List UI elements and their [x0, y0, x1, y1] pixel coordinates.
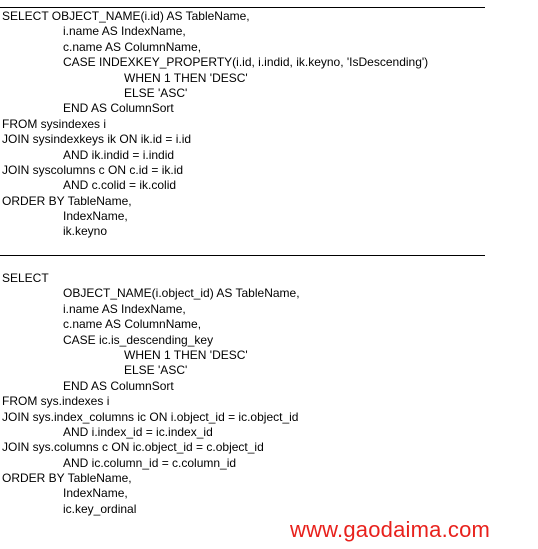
code-line: WHEN 1 THEN 'DESC'	[124, 347, 248, 362]
code-line: ik.keyno	[63, 224, 108, 239]
code-line: ic.key_ordinal	[63, 501, 137, 516]
code-line: AND ic.column_id = c.column_id	[63, 455, 237, 470]
sql-query-old-catalog	[2, 9, 428, 240]
code-line: END AS ColumnSort	[63, 101, 174, 116]
top-divider	[0, 7, 485, 8]
code-line: FROM sysindexes i	[2, 116, 107, 131]
code-line: c.name AS ColumnName,	[63, 317, 202, 332]
code-line: SELECT	[2, 271, 49, 285]
code-line: AND c.colid = ik.colid	[63, 178, 177, 193]
code-line: OBJECT_NAME(i.object_id) AS TableName,	[63, 286, 300, 301]
sql-query-new-catalog	[2, 271, 300, 517]
code-line: WHEN 1 THEN 'DESC'	[124, 70, 248, 85]
code-line: SELECT OBJECT_NAME(i.id) AS TableName,	[2, 9, 250, 23]
code-line: ORDER BY TableName,	[2, 471, 132, 486]
code-line: FROM sys.indexes i	[2, 394, 110, 409]
site-watermark: www.gaodaima.com	[290, 517, 491, 542]
code-line: i.name AS IndexName,	[63, 24, 186, 39]
code-line: CASE INDEXKEY_PROPERTY(i.id, i.indid, ik.keyno, 'IsDescending')	[63, 55, 429, 70]
code-line: c.name AS ColumnName,	[63, 39, 202, 54]
code-line: JOIN sysindexkeys ik ON ik.id = i.id	[2, 132, 192, 147]
code-line: IndexName,	[63, 209, 128, 224]
code-line: AND i.index_id = ic.index_id	[63, 424, 213, 439]
code-line: END AS ColumnSort	[63, 378, 174, 393]
code-line: IndexName,	[63, 486, 128, 501]
code-line: ORDER BY TableName,	[2, 193, 132, 208]
code-line: JOIN syscolumns c ON c.id = ik.id	[2, 162, 184, 177]
code-line: JOIN sys.index_columns ic ON i.object_id = ic.object_id	[2, 409, 299, 424]
code-line: JOIN sys.columns c ON ic.object_id = c.object_id	[2, 440, 264, 455]
code-line: AND ik.indid = i.indid	[63, 147, 175, 162]
section-divider	[0, 255, 485, 256]
code-line: ELSE 'ASC'	[124, 85, 188, 100]
code-line: CASE ic.is_descending_key	[63, 332, 214, 347]
code-line: i.name AS IndexName,	[63, 301, 186, 316]
code-line: ELSE 'ASC'	[124, 363, 188, 378]
